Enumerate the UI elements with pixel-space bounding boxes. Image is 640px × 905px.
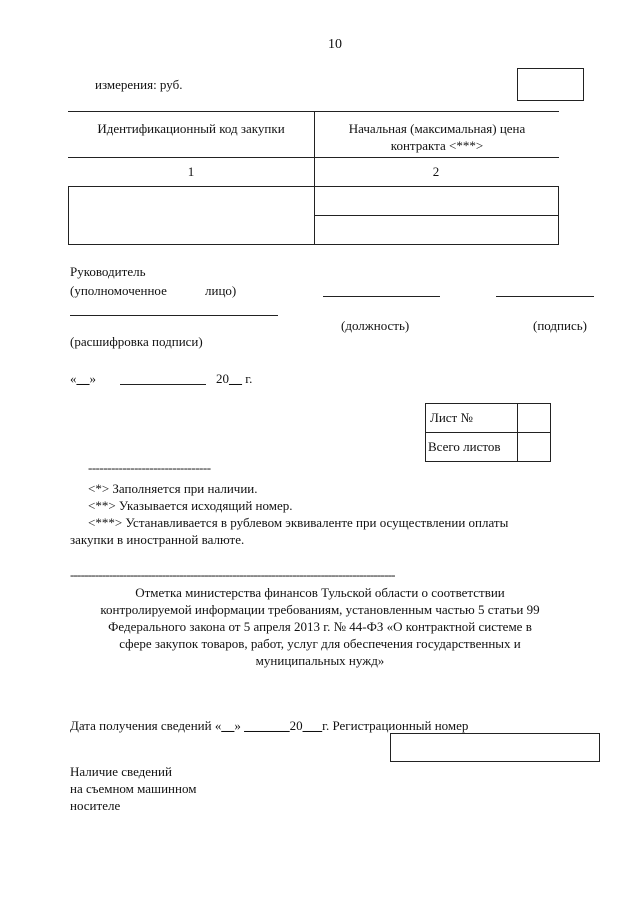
date-month-line[interactable] — [120, 384, 206, 385]
receipt-month-blank[interactable]: _______ — [244, 718, 290, 733]
receipt-date-line — [70, 718, 468, 734]
units-label: измерения: руб. — [95, 77, 183, 92]
date-suffix: г. — [245, 371, 253, 386]
footnote-item: закупки в иностранной валюте. — [70, 532, 245, 547]
signature-line[interactable] — [496, 296, 594, 297]
table-cell-max-price-1[interactable] — [315, 187, 557, 214]
receipt-year-prefix: 20 — [289, 718, 303, 733]
decoding-caption: (расшифровка подписи) — [70, 334, 203, 349]
sheet-number-cell[interactable] — [518, 404, 550, 431]
signature-date — [70, 371, 96, 387]
media-line: носителе — [70, 798, 121, 813]
media-line: на съемном машинном — [70, 781, 197, 796]
table-header-max-price: Начальная (максимальная) цена контракта <***> — [348, 121, 526, 153]
date-year-prefix: 20 — [216, 371, 229, 386]
table-cell-purchase-code[interactable] — [69, 187, 313, 243]
receipt-suffix: г. — [322, 718, 330, 733]
units-code-box[interactable] — [517, 68, 584, 101]
table-header-purchase-code: Идентификационный код закупки — [97, 121, 285, 136]
ministry-line: сфере закупок товаров, работ, услуг для обеспечения государственных и — [119, 636, 521, 651]
receipt-day-blank[interactable]: __ — [221, 718, 235, 733]
signature-caption: (подпись) — [533, 318, 587, 333]
footnotes — [70, 480, 590, 548]
media-line: Наличие сведений — [70, 764, 172, 779]
ministry-line: Отметка министерства финансов Тульской области о соответствии — [135, 585, 505, 600]
position-line[interactable] — [323, 296, 440, 297]
sheet-number-label: Лист № — [430, 410, 473, 425]
date-day-blank[interactable]: __ — [76, 371, 90, 386]
table-cell-max-price-2[interactable] — [315, 216, 557, 243]
ministry-line: муниципальных нужд» — [255, 653, 385, 668]
ministry-separator: -------------------------------------------------------------------------------------------- — [70, 567, 395, 582]
page-number: 10 — [328, 37, 342, 52]
date-open-quote: « — [70, 371, 77, 386]
registration-number-label: Регистрационный номер — [332, 718, 469, 733]
ministry-line: Федерального закона от 5 апреля 2013 г. № 44-ФЗ «О контрактной системе в — [108, 619, 532, 634]
ministry-mark — [60, 584, 580, 669]
footnote-item: <**> Указывается исходящий номер. — [88, 498, 293, 513]
footnote-separator: -------------------------------- — [88, 460, 211, 475]
signature-date-year — [216, 371, 252, 387]
media-note — [70, 763, 196, 814]
table-col-number-2: 2 — [432, 164, 440, 179]
authorized-label-b: лицо) — [205, 283, 237, 298]
registration-number-box[interactable] — [390, 733, 600, 762]
date-close-quote: » — [89, 371, 96, 386]
receipt-date-label: Дата получения сведений « — [70, 718, 222, 733]
authorized-label-a: (уполномоченное — [70, 283, 167, 298]
receipt-year-blank[interactable]: ___ — [302, 718, 323, 733]
footnote-item: <*> Заполняется при наличии. — [88, 481, 258, 496]
total-sheets-cell[interactable] — [518, 433, 550, 461]
position-caption: (должность) — [341, 318, 410, 333]
ministry-line: контролируемой информации требованиям, установленным частью 5 статьи 99 — [100, 602, 540, 617]
total-sheets-label: Всего листов — [428, 439, 501, 454]
receipt-close-quote: » — [234, 718, 241, 733]
footnote-item: <***> Устанавливается в рублевом эквиваленте при осуществлении оплаты — [88, 515, 509, 530]
head-label: Руководитель — [70, 264, 146, 279]
decoding-line[interactable] — [70, 315, 278, 316]
date-year-blank[interactable]: __ — [229, 371, 242, 386]
table-col-number-1: 1 — [187, 164, 195, 179]
